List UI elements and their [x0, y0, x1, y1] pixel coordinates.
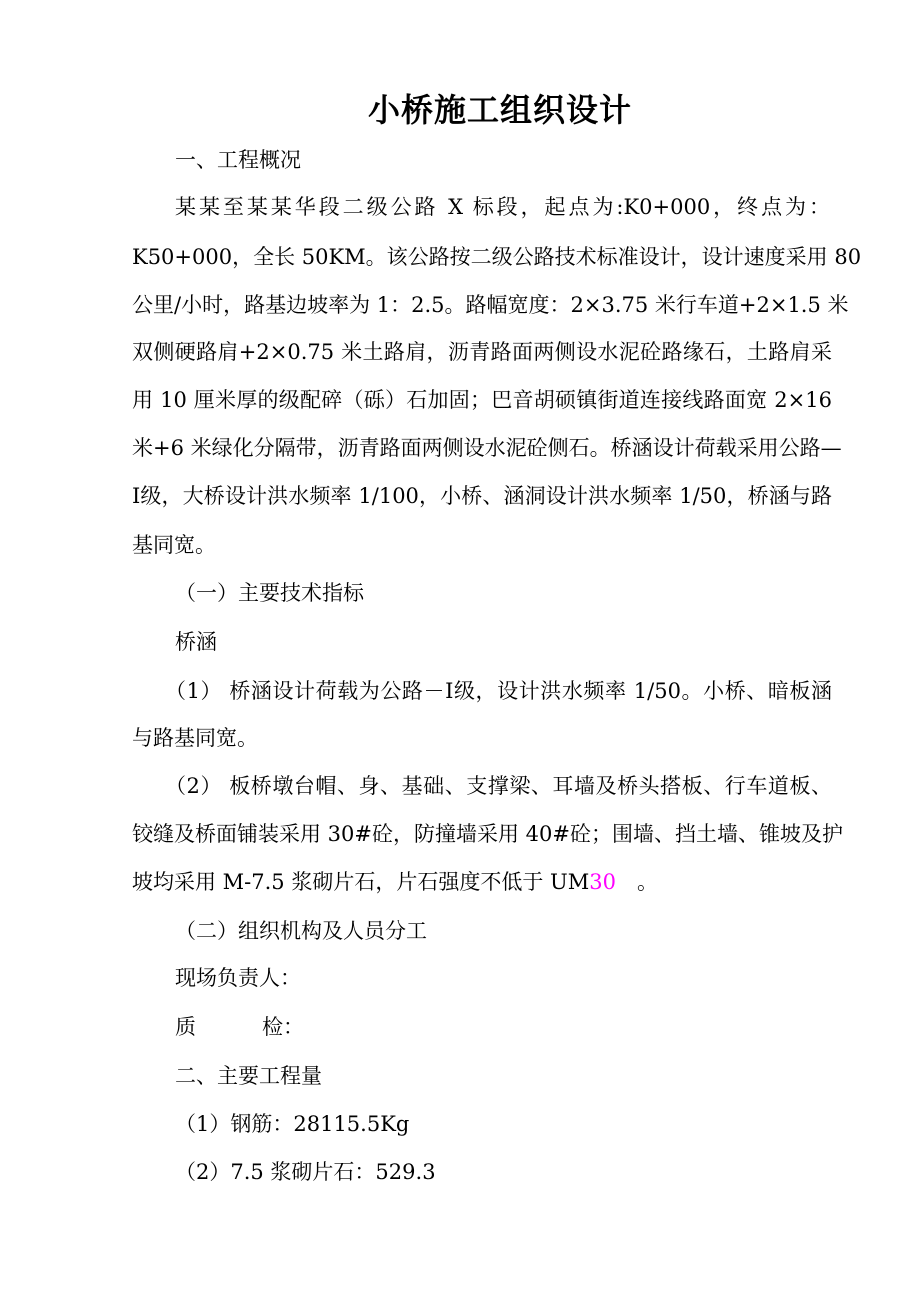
paragraph-line: 基同宽。	[132, 533, 216, 557]
label-bridge-culvert: 桥涵	[175, 630, 217, 654]
paragraph-line: 用 10 厘米厚的级配碎（砾）石加固；巴音胡硕镇街道连接线路面宽 2×16	[132, 388, 832, 412]
section-heading-overview: 一、工程概况	[175, 148, 301, 172]
qc-char: 质	[175, 1015, 196, 1039]
label-site-manager: 现场负责人：	[175, 966, 301, 990]
paragraph-line: 公里/小时，路基边坡率为 1：2.5。路幅宽度：2×3.75 米行车道+2×1.5 米	[132, 293, 849, 317]
subsection-heading-organization: （二）组织机构及人员分工	[175, 919, 427, 943]
item-line-text: 坡均采用 M-7.5 浆砌片石，片石强度不低于 UM	[132, 870, 590, 894]
highlight-value: 30	[589, 870, 616, 894]
quantity-item: （1）钢筋：28115.5Kg	[175, 1112, 410, 1136]
item-line: 与路基同宽。	[132, 726, 258, 750]
paragraph-line: 双侧硬路肩+2×0.75 米土路肩，沥青路面两侧设水泥砼路缘石，土路肩采	[132, 340, 832, 364]
paragraph-line: 某某至某某华段二级公路 X 标段，起点为:K0+000，终点为：	[175, 195, 830, 219]
subsection-heading-tech-indicators: （一）主要技术指标	[175, 581, 364, 605]
paragraph-line: Ⅰ级，大桥设计洪水频率 1/100，小桥、涵洞设计洪水频率 1/50，桥涵与路	[132, 484, 832, 508]
document-title: 小桥施工组织设计	[367, 91, 632, 129]
item-line: （2） 板桥墩台帽、身、基础、支撑梁、耳墙及桥头搭板、行车道板、	[165, 774, 832, 798]
section-heading-quantities: 二、主要工程量	[175, 1064, 322, 1088]
label-quality-inspection	[175, 1012, 304, 1042]
item-line	[132, 867, 658, 897]
item-line-suffix: 。	[615, 870, 658, 894]
paragraph-line: 米+6 米绿化分隔带，沥青路面两侧设水泥砼侧石。桥涵设计荷载采用公路—	[132, 436, 842, 460]
paragraph-line: K50+000，全长 50KM。该公路按二级公路技术标准设计，设计速度采用 80	[132, 245, 862, 269]
quantity-item: （2）7.5 浆砌片石：529.3	[175, 1160, 436, 1184]
qc-char: 检：	[262, 1015, 304, 1039]
item-line: （1） 桥涵设计荷载为公路－Ⅰ级，设计洪水频率 1/50。小桥、暗板涵	[165, 679, 832, 703]
item-line: 铰缝及桥面铺装采用 30#砼，防撞墙采用 40#砼；围墙、挡土墙、锥坡及护	[132, 822, 843, 846]
